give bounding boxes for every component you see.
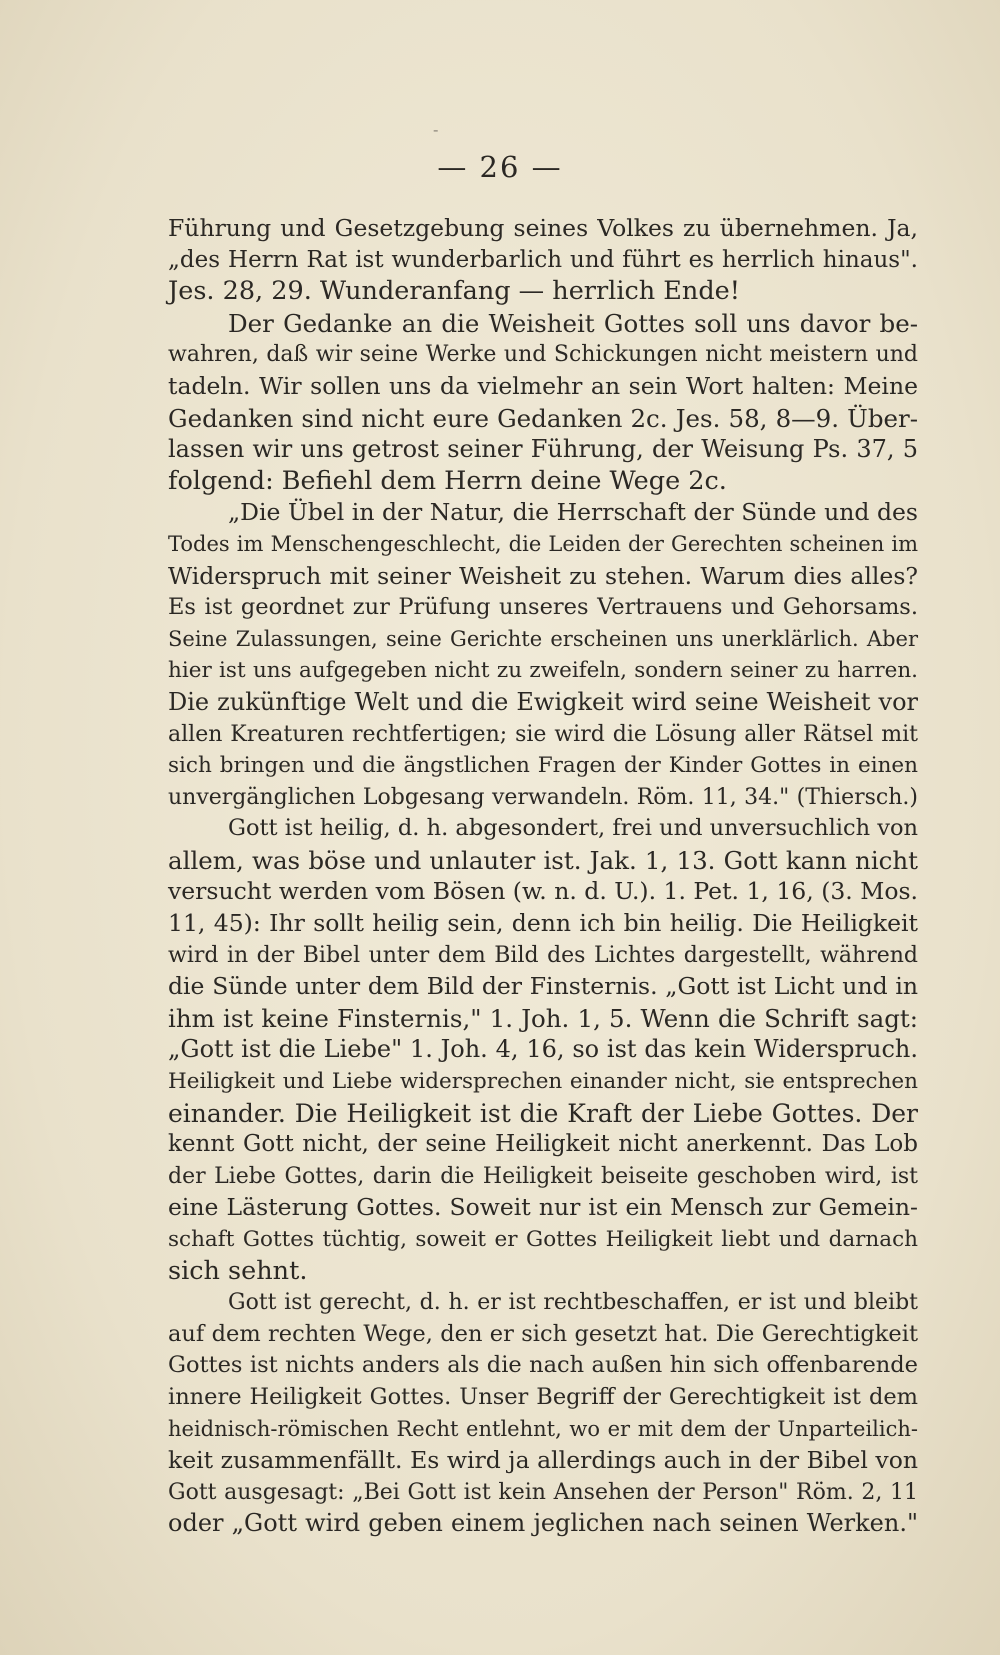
text-line: Der Gedanke an die Weisheit Gottes soll uns davor be- [228,308,918,338]
text-line: unvergänglichen Lobgesang verwandeln. Röm. 11, 34." (Thiersch.) [168,784,918,810]
text-line: allem, was böse und unlauter ist. Jak. 1, 13. Gott kann nicht [168,845,918,875]
text-line: Gott ist gerecht, d. h. er ist rechtbeschaffen, er ist und bleibt [228,1290,918,1316]
text-line: „des Herrn Rat ist wunderbarlich und führt es herrlich hinaus". [168,246,918,273]
text-line: ihm ist keine Finsternis," 1. Joh. 1, 5. Wenn die Schrift sagt: [168,1003,918,1033]
text-line: Heiligkeit und Liebe widersprechen einander nicht, sie entsprechen [168,1069,918,1095]
text-line: kennt Gott nicht, der seine Heiligkeit nicht anerkennt. Das Lob [168,1131,918,1158]
text-line: Jes. 28, 29. Wunderanfang — herrlich Ende! [168,276,740,307]
text-line: der Liebe Gottes, darin die Heiligkeit beiseite geschoben wird, ist [168,1163,918,1189]
text-line: Die zukünftige Welt und die Ewigkeit wird seine Weisheit vor [168,687,918,716]
text-line: allen Kreaturen rechtfertigen; sie wird die Lösung aller Rätsel mit [168,721,918,747]
text-line: folgend: Befiehl dem Herrn deine Wege 2c. [168,465,727,496]
text-line: sich bringen und die ängstlichen Fragen der Kinder Gottes in einen [168,753,918,779]
text-line: Gott ist heilig, d. h. abgesondert, frei und unversuchlich von [228,815,918,842]
text-line: hier ist uns aufgegeben nicht zu zweifeln, sondern seiner zu harren. [168,658,918,684]
text-line: Führung und Gesetzgebung seines Volkes zu übernehmen. Ja, [168,214,918,242]
text-line: sich sehnt. [168,1255,308,1286]
text-line: schaft Gottes tüchtig, soweit er Gottes Heiligkeit liebt und darnach [168,1227,918,1252]
text-line: Gedanken sind nicht eure Gedanken 2c. Jes. 58, 8—9. Über- [168,403,918,433]
text-line: „Gott ist die Liebe" 1. Joh. 4, 16, so ist das kein Widerspruch. [168,1035,918,1064]
text-line: innere Heiligkeit Gottes. Unser Begriff der Gerechtigkeit ist dem [168,1383,918,1410]
text-line: Gott ausgesagt: „Bei Gott ist kein Ansehen der Person" Röm. 2, 11 [168,1479,918,1505]
text-line: keit zusammenfällt. Es wird ja allerdings auch in der Bibel von [168,1446,918,1475]
top-mark: - [433,120,439,139]
text-line: Gottes ist nichts anders als die nach außen hin sich offenbarende [168,1352,918,1379]
text-line: auf dem rechten Wege, den er sich gesetzt hat. Die Gerechtigkeit [168,1320,918,1347]
text-line: Es ist geordnet zur Prüfung unseres Vertrauens und Gehorsams. [168,594,918,621]
text-line: lassen wir uns getrost seiner Führung, der Weisung Ps. 37, 5 [168,435,918,464]
text-line: Todes im Menschengeschlecht, die Leiden der Gerechten scheinen im [168,531,918,556]
text-line: tadeln. Wir sollen uns da vielmehr an sein Wort halten: Meine [168,371,918,400]
page-number: — 26 — [437,150,563,184]
body-text [168,213,918,1540]
text-line: wird in der Bibel unter dem Bild des Lichtes dargestellt, während [168,942,918,968]
text-line: Widerspruch mit seiner Weisheit zu stehen. Warum dies alles? [168,561,918,590]
text-line: wahren, daß wir seine Werke und Schickungen nicht meistern und [168,342,918,368]
text-line: Seine Zulassungen, seine Gerichte erscheinen uns unerklärlich. Aber [168,626,918,651]
text-line: 11, 45): Ihr sollt heilig sein, denn ich bin heilig. Die Heiligkeit [168,909,918,938]
text-line: heidnisch-römischen Recht entlehnt, wo er mit dem der Unparteilich- [168,1416,918,1441]
text-line: eine Lästerung Gottes. Soweit nur ist ein Mensch zur Gemein- [168,1193,918,1222]
text-line: einander. Die Heiligkeit ist die Kraft der Liebe Gottes. Der [168,1098,918,1128]
text-line: versucht werden vom Bösen (w. n. d. U.). 1. Pet. 1, 16, (3. Mos. [168,877,918,906]
text-line: „Die Übel in der Natur, die Herrschaft der Sünde und des [228,498,918,527]
text-line: oder „Gott wird geben einem jeglichen nach seinen Werken." [168,1509,918,1538]
text-line: die Sünde unter dem Bild der Finsternis. „Gott ist Licht und in [168,972,918,1001]
